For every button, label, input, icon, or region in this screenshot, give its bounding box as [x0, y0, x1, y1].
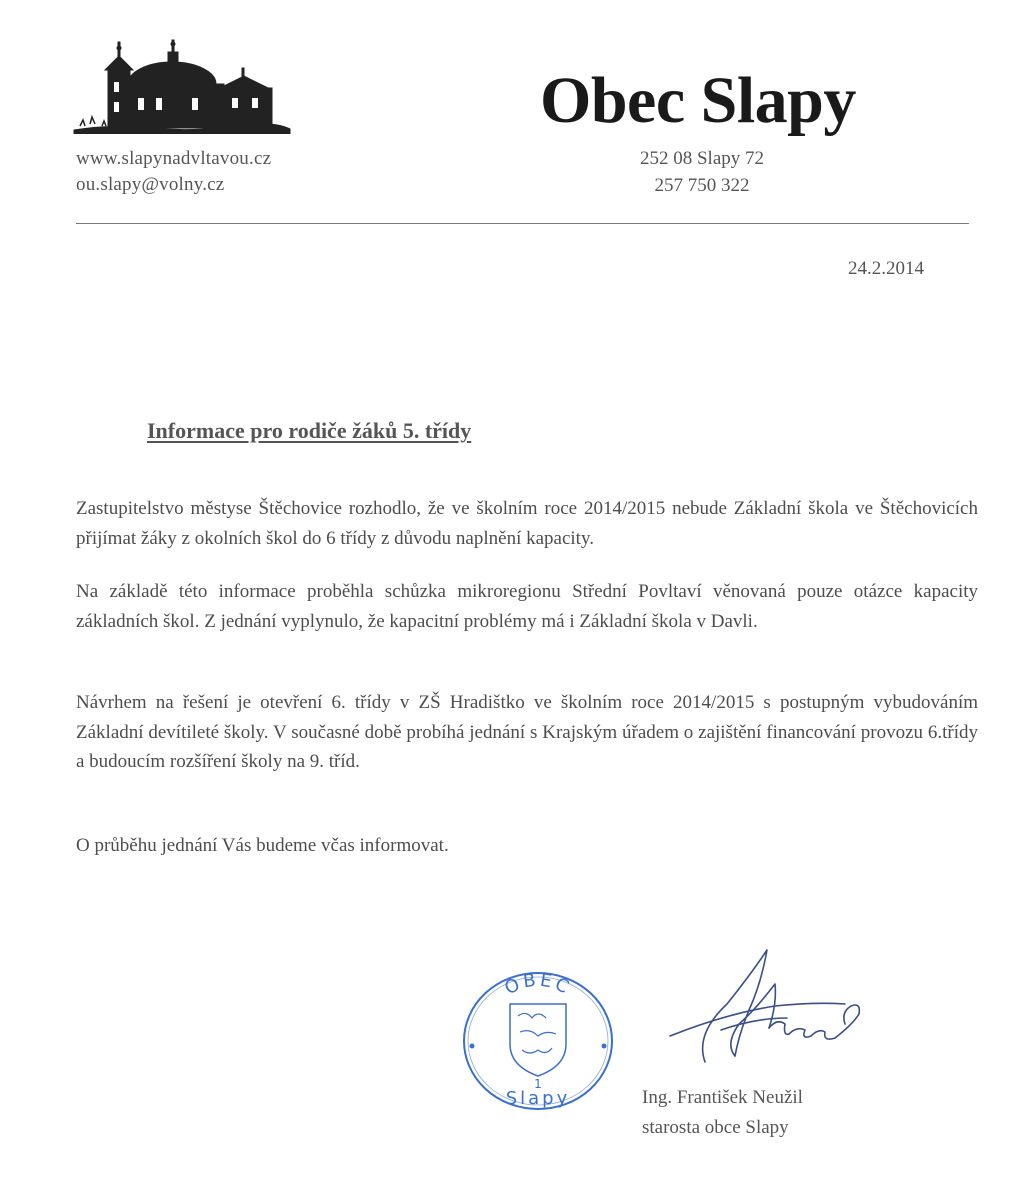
paragraph-3: Návrhem na řešení je otevření 6. třídy v ZŠ Hradištko ve školním roce 2014/2015 s postupným vybudováním Základní devítileté školy. V současné době probíhá jednání s Krajským úřadem o zajištění financování provozu 6.třídy a budoucím rozšíření školy na 9. tříd. [76, 692, 978, 772]
official-stamp [458, 966, 618, 1116]
stamp-top-text: OBEC [501, 969, 575, 1000]
letter-date: 24.2.2014 [848, 258, 924, 279]
paragraph-2: Na základě této informace proběhla schůzka mikroregionu Střední Povltaví věnovaná pouze otázce kapacity základních škol. Z jednání vyplynulo, že kapacitní problémy má i Základní škola v Davli. [76, 581, 978, 632]
signer-title: starosta obce Slapy [642, 1117, 789, 1138]
stamp-star-right-icon [602, 1044, 607, 1049]
church-drawing-icon [72, 38, 292, 134]
email-link[interactable]: ou.slapy@volny.cz [76, 174, 225, 195]
letter-heading: Informace pro rodiče žáků 5. třídy [147, 418, 472, 443]
stamp-number: 1 [534, 1077, 542, 1091]
stamp-bottom-text: Slapy [505, 1088, 571, 1109]
organization-title: Obec Slapy [540, 64, 856, 137]
paragraph-4: O průběhu jednání Vás budeme včas informovat. [76, 835, 449, 856]
handwritten-signature-icon [665, 944, 865, 1074]
paragraph-1: Zastupitelstvo městyse Štěchovice rozhodlo, že ve školním roce 2014/2015 nebude Základní škola ve Štěchovicích přijímat žáky z okolních škol do 6 třídy z důvodu naplnění kapacity. [76, 498, 978, 549]
stamp-star-left-icon [470, 1044, 475, 1049]
signer-name: Ing. František Neužil [642, 1087, 803, 1108]
phone-number: 257 750 322 [654, 175, 750, 196]
header-divider [76, 223, 969, 224]
website-link[interactable]: www.slapynadvltavou.cz [76, 148, 272, 169]
postal-address: 252 08 Slapy 72 [639, 148, 765, 169]
